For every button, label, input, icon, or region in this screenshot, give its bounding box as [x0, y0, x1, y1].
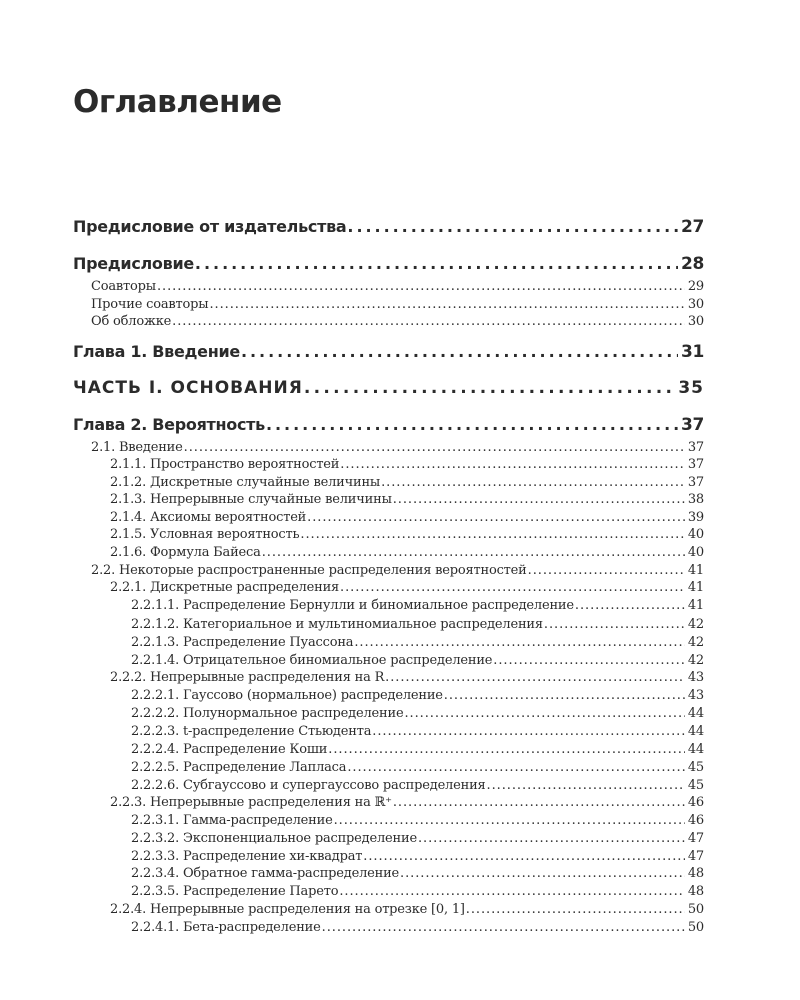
dot-leader [340, 580, 685, 595]
dot-leader [347, 760, 685, 775]
toc-entry-2-2-1-4[interactable] [73, 653, 704, 668]
toc-entry-2-1-6[interactable] [73, 545, 704, 560]
toc-entry-label: 2.2.3.4. Обратное гамма-распределение [131, 866, 400, 881]
toc-entry-page: 45 [687, 760, 704, 775]
toc-entry-page: 42 [687, 653, 704, 668]
toc-entry-page: 29 [687, 279, 704, 294]
dot-leader [172, 314, 685, 329]
dot-leader [157, 279, 685, 294]
dot-leader [340, 457, 685, 472]
dot-leader [262, 545, 685, 560]
toc-entry-label: 2.1.5. Условная вероятность [110, 527, 300, 542]
toc-entry-2-2-1-1[interactable] [73, 598, 704, 613]
toc-entry-label: 2.2.1. Дискретные распределения [110, 580, 340, 595]
toc-entry-page: 46 [687, 795, 704, 810]
toc-entry-2-2-2-2[interactable] [73, 706, 704, 721]
toc-entry-label: 2.2.2.6. Субгауссово и супергауссово распределения [131, 778, 486, 793]
dot-leader [404, 706, 684, 721]
toc-entry-preface[interactable] [73, 254, 704, 274]
toc-entry-page: 30 [687, 314, 704, 329]
toc-entry-label: 2.2.2. Непрерывные распределения на R [110, 670, 385, 685]
toc-entry-page: 41 [687, 580, 704, 595]
dot-leader [334, 813, 685, 828]
toc-entry-page: 50 [687, 920, 704, 935]
dot-leader [266, 415, 678, 434]
toc-entry-page: 48 [687, 884, 704, 899]
toc-entry-part-1[interactable] [73, 378, 704, 398]
toc-entry-page: 50 [687, 902, 704, 917]
dot-leader [418, 831, 685, 846]
toc-entry-label: 2.2.2.3. t-распределение Стьюдента [131, 724, 372, 739]
toc-entry-label: 2.2.1.3. Распределение Пуассона [131, 635, 354, 650]
toc-entry-2-2-3-1[interactable] [73, 813, 704, 828]
toc-entry-page: 37 [680, 415, 704, 435]
toc-entry-page: 44 [687, 724, 704, 739]
toc-entry-chapter-2[interactable] [73, 415, 704, 435]
toc-entry-label: 2.1.3. Непрерывные случайные величины [110, 492, 392, 507]
toc-entry-page: 43 [687, 688, 704, 703]
toc-entry-2-2-2-5[interactable] [73, 760, 704, 775]
toc-entry-2-1-3[interactable] [73, 492, 704, 507]
toc-entry-label: Предисловие от издательства [73, 217, 347, 236]
dot-leader [493, 653, 685, 668]
toc-entry-label: Соавторы [91, 279, 156, 294]
dot-leader [339, 884, 685, 899]
dot-leader [300, 527, 684, 542]
dot-leader [372, 724, 685, 739]
toc-entry-2-2-1-2[interactable] [73, 617, 704, 632]
toc-entry-page: 41 [687, 598, 704, 613]
dot-leader [528, 563, 685, 578]
toc-entry-publisher-preface[interactable] [73, 217, 704, 237]
toc-entry-page: 44 [687, 742, 704, 757]
toc-entry-about-cover[interactable] [73, 314, 704, 329]
toc-entry-page: 48 [687, 866, 704, 881]
toc-entry-2-2-3-2[interactable] [73, 831, 704, 846]
dot-leader [322, 920, 685, 935]
toc-entry-label: 2.2.3.5. Распределение Парето [131, 884, 339, 899]
toc-entry-2-2-2[interactable] [73, 670, 704, 685]
dot-leader [487, 778, 685, 793]
toc-entry-label: 2.2.2.4. Распределение Коши [131, 742, 328, 757]
dot-leader [307, 510, 685, 525]
dot-leader [393, 492, 685, 507]
toc-entry-page: 30 [687, 297, 704, 312]
dot-leader [393, 795, 685, 810]
toc-entry-2-2-2-6[interactable] [73, 778, 704, 793]
toc-entry-2-2-1-3[interactable] [73, 635, 704, 650]
toc-entry-label: 2.2.3.3. Распределение хи-квадрат [131, 849, 363, 864]
dot-leader [363, 849, 685, 864]
toc-entry-page: 42 [687, 635, 704, 650]
toc-entry-label: 2.2.4. Непрерывные распределения на отрезке [0, 1] [110, 902, 465, 917]
dot-leader [328, 742, 685, 757]
toc-entry-page: 47 [687, 849, 704, 864]
toc-entry-label: Глава 1. Введение [73, 342, 240, 361]
dot-leader [466, 902, 685, 917]
toc-entry-label: 2.2.4.1. Бета-распределение [131, 920, 321, 935]
toc-entry-page: 42 [687, 617, 704, 632]
dot-leader [241, 342, 678, 361]
toc-entry-label: 2.1.1. Пространство вероятностей [110, 457, 340, 472]
toc-entry-page: 46 [687, 813, 704, 828]
dot-leader [347, 217, 678, 236]
dot-leader [304, 378, 676, 398]
toc-entry-page: 35 [678, 378, 704, 398]
toc-entry-page: 31 [680, 342, 704, 362]
toc-entry-2-2-2-1[interactable] [73, 688, 704, 703]
dot-leader [544, 617, 685, 632]
toc-entry-page: 41 [687, 563, 704, 578]
toc-entry-label: 2.2.3.1. Гамма-распределение [131, 813, 333, 828]
toc-entry-label: 2.2.3.2. Экспоненциальное распределение [131, 831, 417, 846]
toc-entry-page: 43 [687, 670, 704, 685]
toc-entry-page: 37 [687, 440, 704, 455]
dot-leader [400, 866, 685, 881]
toc-entry-page: 44 [687, 706, 704, 721]
toc-entry-page: 45 [687, 778, 704, 793]
toc-entry-other-coauthors[interactable] [73, 297, 704, 312]
toc-entry-2-2-1[interactable] [73, 580, 704, 595]
dot-leader [195, 254, 678, 273]
toc-entry-label: Предисловие [73, 254, 194, 273]
toc-entry-2-2-2-3[interactable] [73, 724, 704, 739]
toc-entry-2-2-2-4[interactable] [73, 742, 704, 757]
toc-entry-label: 2.1.4. Аксиомы вероятностей [110, 510, 307, 525]
toc-entry-2-1-1[interactable] [73, 457, 704, 472]
toc-entry-2-1[interactable] [73, 440, 704, 455]
dot-leader [385, 670, 685, 685]
toc-entry-page: 37 [687, 457, 704, 472]
toc-entry-2-2-3-3[interactable] [73, 849, 704, 864]
toc-entry-page: 37 [687, 475, 704, 490]
toc-entry-label: 2.2.2.1. Гауссово (нормальное) распределение [131, 688, 443, 703]
toc-entry-2-2-4[interactable] [73, 902, 704, 917]
page-title: Оглавление [73, 84, 282, 120]
toc-entry-label: 2.2.1.4. Отрицательное биномиальное распределение [131, 653, 493, 668]
toc-entry-label: 2.1.2. Дискретные случайные величины [110, 475, 381, 490]
toc-entry-2-2-3-4[interactable] [73, 866, 704, 881]
toc-entry-label: Глава 2. Вероятность [73, 415, 265, 434]
toc-entry-label: 2.2.1.1. Распределение Бернулли и биномиальное распределение [131, 598, 574, 613]
toc-entry-page: 40 [687, 527, 704, 542]
toc-entry-page: 28 [680, 254, 704, 274]
dot-leader [354, 635, 684, 650]
toc-entry-page: 38 [687, 492, 704, 507]
toc-entry-coauthors[interactable] [73, 279, 704, 294]
toc-entry-label: 2.2.1.2. Категориальное и мультиномиальное распределения [131, 617, 543, 632]
toc-entry-2-2-3-5[interactable] [73, 884, 704, 899]
dot-leader [381, 475, 685, 490]
toc-entry-label: 2.2. Некоторые распространенные распределения вероятностей [91, 563, 527, 578]
dot-leader [209, 297, 684, 312]
dot-leader [575, 598, 685, 613]
toc-entry-label: 2.1.6. Формула Байеса [110, 545, 261, 560]
toc-entry-2-1-5[interactable] [73, 527, 704, 542]
toc-entry-2-1-2[interactable] [73, 475, 704, 490]
toc-entry-2-2-3[interactable] [73, 795, 704, 810]
toc-entry-label: 2.2.2.5. Распределение Лапласа [131, 760, 347, 775]
toc-entry-label: 2.2.3. Непрерывные распределения на ℝ⁺ [110, 795, 392, 810]
dot-leader [444, 688, 685, 703]
toc-entry-label: 2.1. Введение [91, 440, 183, 455]
toc-entry-page: 27 [680, 217, 704, 237]
toc-entry-2-2-4-1[interactable] [73, 920, 704, 935]
toc-entry-2-1-4[interactable] [73, 510, 704, 525]
toc-entry-label: Об обложке [91, 314, 172, 329]
toc-entry-page: 40 [687, 545, 704, 560]
toc-entry-label: 2.2.2.2. Полунормальное распределение [131, 706, 404, 721]
toc-entry-label: Прочие соавторы [91, 297, 209, 312]
toc-entry-page: 39 [687, 510, 704, 525]
dot-leader [184, 440, 685, 455]
toc-entry-page: 47 [687, 831, 704, 846]
toc-entry-chapter-1[interactable] [73, 342, 704, 362]
toc-entry-2-2[interactable] [73, 563, 704, 578]
toc-entry-label: ЧАСТЬ I. ОСНОВАНИЯ [73, 378, 303, 398]
